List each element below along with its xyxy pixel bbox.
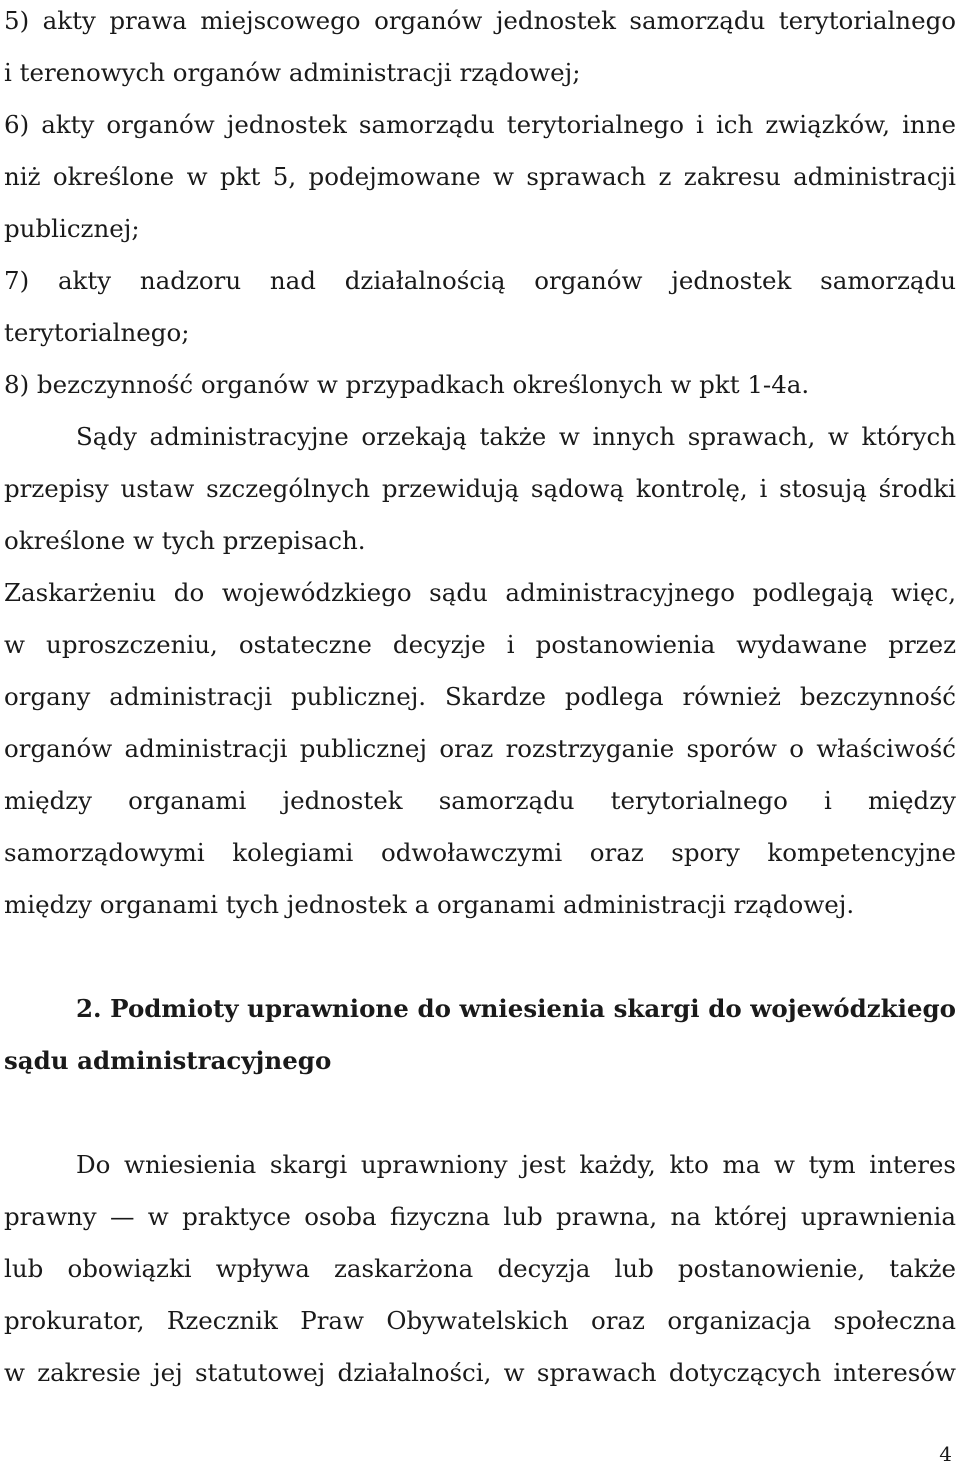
paragraph-line: Zaskarżeniu do wojewódzkiego sądu administracyjnego podlegają więc, xyxy=(4,578,956,607)
paragraph-line: prokurator, Rzecznik Praw Obywatelskich oraz organizacja społeczna xyxy=(4,1306,956,1335)
list-item-6-line-2: niż określone w pkt 5, podejmowane w sprawach z zakresu administracji xyxy=(4,162,956,191)
list-item-8: 8) bezczynność organów w przypadkach określonych w pkt 1-4a. xyxy=(4,370,810,399)
list-item-7-line-1: 7) akty nadzoru nad działalnością organów jednostek samorządu xyxy=(4,266,956,295)
paragraph-line: organów administracji publicznej oraz rozstrzyganie sporów o właściwość xyxy=(4,734,956,763)
list-item-5-line-2: i terenowych organów administracji rządowej; xyxy=(4,58,581,87)
paragraph-line: Sądy administracyjne orzekają także w innych sprawach, w których xyxy=(76,422,956,451)
paragraph-line: lub obowiązki wpływa zaskarżona decyzja lub postanowienie, także xyxy=(4,1254,956,1283)
list-item-6-line-3: publicznej; xyxy=(4,214,140,243)
section-heading-line-1: 2. Podmioty uprawnione do wniesienia skargi do wojewódzkiego xyxy=(76,994,956,1023)
paragraph-line: prawny — w praktyce osoba fizyczna lub prawna, na której uprawnienia xyxy=(4,1202,956,1231)
list-item-6-line-1: 6) akty organów jednostek samorządu terytorialnego i ich związków, inne xyxy=(4,110,956,139)
paragraph-line: określone w tych przepisach. xyxy=(4,526,366,555)
section-heading-line-2: sądu administracyjnego xyxy=(4,1046,332,1075)
paragraph-line: organy administracji publicznej. Skardze podlega również bezczynność xyxy=(4,682,956,711)
paragraph-line: Do wniesienia skargi uprawniony jest każdy, kto ma w tym interes xyxy=(76,1150,956,1179)
paragraph-line: przepisy ustaw szczególnych przewidują sądową kontrolę, i stosują środki xyxy=(4,474,956,503)
paragraph-line: samorządowymi kolegiami odwoławczymi oraz spory kompetencyjne xyxy=(4,838,956,867)
paragraph-line: w uproszczeniu, ostateczne decyzje i postanowienia wydawane przez xyxy=(4,630,956,659)
paragraph-line: między organami jednostek samorządu terytorialnego i między xyxy=(4,786,956,815)
list-item-7-line-2: terytorialnego; xyxy=(4,318,190,347)
list-item-5-line-1: 5) akty prawa miejscowego organów jednostek samorządu terytorialnego xyxy=(4,6,956,35)
paragraph-line: w zakresie jej statutowej działalności, w sprawach dotyczących interesów xyxy=(4,1358,956,1387)
page-number: 4 xyxy=(939,1442,952,1466)
paragraph-line: między organami tych jednostek a organami administracji rządowej. xyxy=(4,890,855,919)
